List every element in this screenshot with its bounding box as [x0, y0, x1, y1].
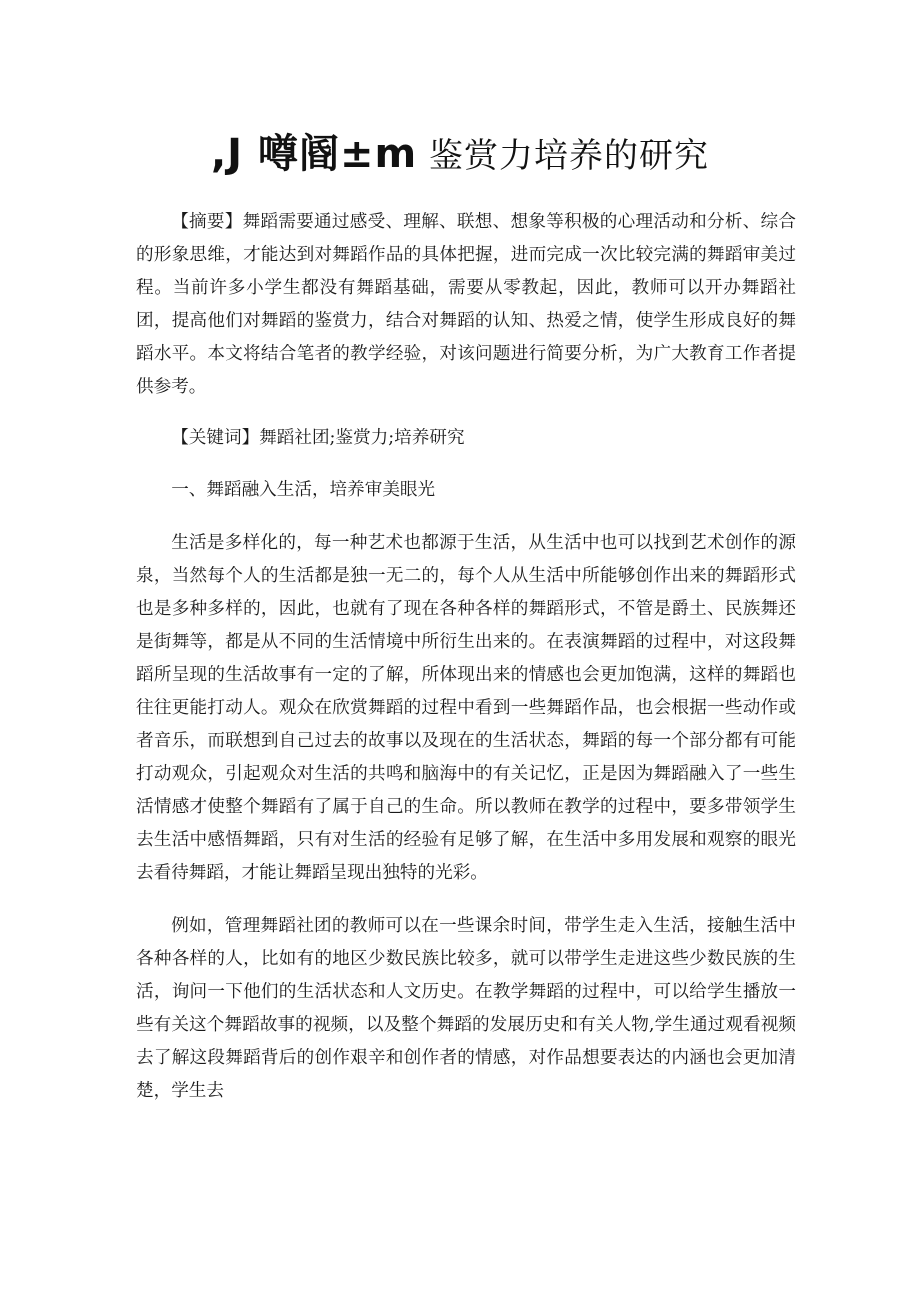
title-text-part: 鉴赏力培养的研究: [417, 136, 709, 176]
keywords-text: 舞蹈社团;鉴赏力;培养研究: [259, 428, 465, 448]
keywords-paragraph: [136, 422, 796, 455]
abstract-paragraph: [136, 206, 796, 404]
section-heading: 一、舞蹈融入生活，培养审美眼光: [171, 480, 436, 500]
document-title: [0, 122, 920, 179]
title-garbled-part: ,J 噂阍±m: [210, 131, 418, 177]
abstract-label: 【摘要】: [171, 212, 243, 232]
keywords-label: 【关键词】: [171, 428, 260, 448]
document-body: [136, 206, 796, 1108]
body-paragraph-1: 生活是多样化的，每一种艺术也都源于生活，从生活中也可以找到艺术创作的源泉，当然每个人的生活都是独一无二的，每个人从生活中所能够创作出来的舞蹈形式也是多种多样的，因此，也就有了现在各种各样的舞蹈形式，不管是爵土、民族舞还是街舞等，都是从不同的生活情境中所衍生出来的。在表演舞蹈的过程中，对这段舞蹈所呈现的生活故事有一定的了解，所体现出来的情感也会更加饱满，这样的舞蹈也往往更能打动人。观众在欣赏舞蹈的过程中看到一些舞蹈作品，也会根据一些动作或者音乐，而联想到自己过去的故事以及现在的生活状态，舞蹈的每一个部分都有可能打动观众，引起观众对生活的共鸣和脑海中的有关记忆，正是因为舞蹈融入了一些生活情感才使整个舞蹈有了属于自己的生命。所以教师在教学的过程中，要多带领学生去生活中感悟舞蹈，只有对生活的经验有足够了解，在生活中多用发展和观察的眼光去看待舞蹈，才能让舞蹈呈现出独特的光彩。: [136, 533, 796, 883]
abstract-text: 舞蹈需要通过感受、理解、联想、想象等积极的心理活动和分析、综合的形象思维，才能达到对舞蹈作品的具体把握，进而完成一次比较完满的舞蹈审美过程。当前许多小学生都没有舞蹈基础，需要从零教起，因此，教师可以开办舞蹈社团，提高他们对舞蹈的鉴赏力，结合对舞蹈的认知、热爱之情，使学生形成良好的舞蹈水平。本文将结合笔者的教学经验，对该问题进行简要分析，为广大教育工作者提供参考。: [136, 212, 796, 397]
body-paragraph-2: 例如，管理舞蹈社团的教师可以在一些课余时间，带学生走入生活，接触生活中各种各样的人，比如有的地区少数民族比较多，就可以带学生走进这些少数民族的生活，询问一下他们的生活状态和人文历史。在教学舞蹈的过程中，可以给学生播放一些有关这个舞蹈故事的视频，以及整个舞蹈的发展历史和有关人物,学生通过观看视频去了解这段舞蹈背后的创作艰辛和创作者的情感，对作品想要表达的内涵也会更加清楚，学生去: [136, 916, 796, 1101]
